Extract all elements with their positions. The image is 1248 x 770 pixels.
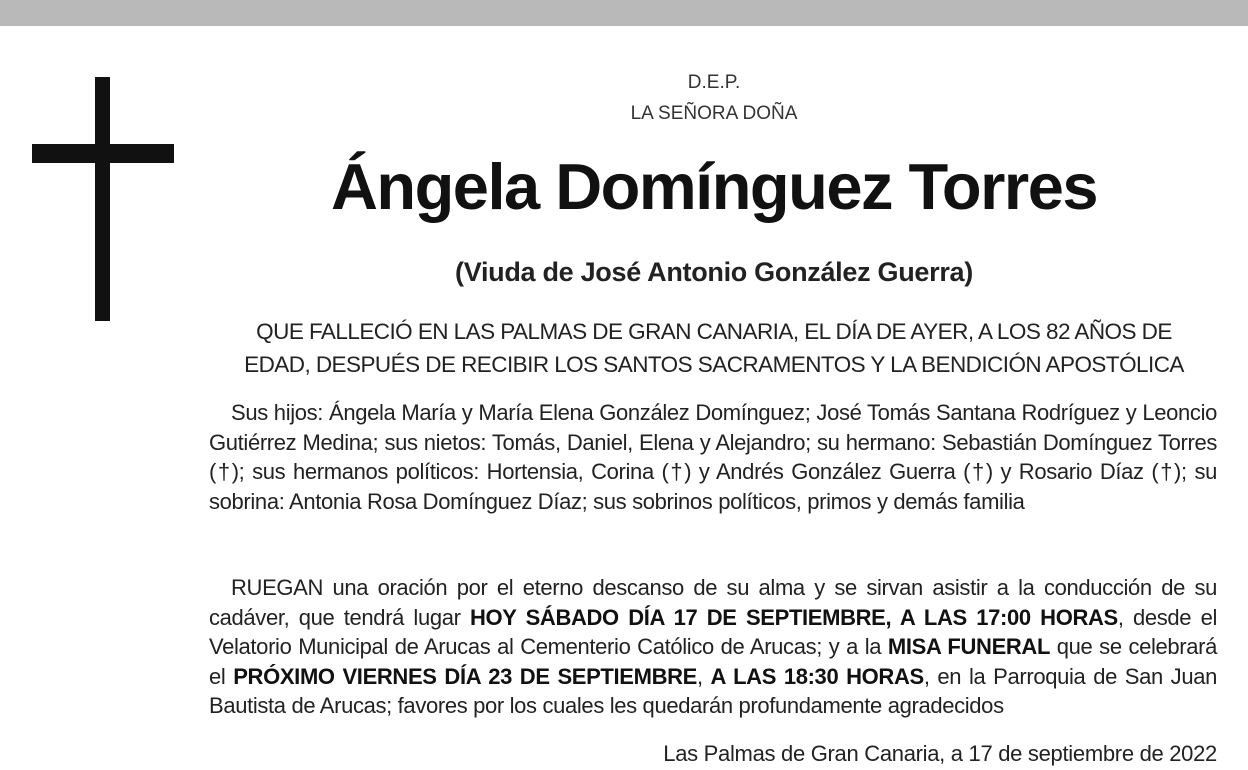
ceremony-text: , en la Parroquia de San Juan Bautista de Arucas; favores por los cuales les quedarán profundamente agradecidos — [209, 663, 1217, 718]
death-announcement-line-1: QUE FALLECIÓ EN LAS PALMAS DE GRAN CANARIA, EL DÍA DE AYER, A LOS 82 AÑOS DE — [256, 319, 1172, 344]
dep-heading: D.E.P. — [687, 72, 741, 93]
ceremony-text: , desde el Velatorio Municipal de Arucas al Cementerio Católico de Arucas; y a la — [209, 604, 1217, 659]
place-date-signoff: Las Palmas de Gran Canaria, a 17 de septiembre de 2022 — [663, 741, 1217, 766]
funeral-mass-label: MISA FUNERAL — [887, 634, 1051, 659]
ceremony-paragraph — [209, 573, 1217, 721]
obituary-notice — [0, 26, 1248, 770]
conduction-datetime: HOY SÁBADO DÍA 17 DE SEPTIEMBRE, A LAS 17:00 HORAS — [469, 604, 1118, 630]
ceremony-text: , — [696, 663, 711, 689]
death-announcement-line-2: EDAD, DESPUÉS DE RECIBIR LOS SANTOS SACRAMENTOS Y LA BENDICIÓN APOSTÓLICA — [244, 352, 1184, 377]
cross-vertical-bar — [95, 77, 110, 321]
honorific: LA SEÑORA DOÑA — [630, 103, 798, 124]
widow-line: (Viuda de José Antonio González Guerra) — [455, 257, 973, 287]
ceremony-text: RUEGAN una oración por el eterno descanso de su alma y se sirvan asistir a la conducción de su cadáver, que tendrá lugar — [209, 575, 1217, 630]
cross-horizontal-bar — [32, 144, 174, 163]
ceremony-text: que se celebrará el — [209, 634, 1218, 689]
deceased-name: Ángela Domínguez Torres — [330, 150, 1098, 223]
mass-time: A LAS 18:30 HORAS — [710, 663, 924, 689]
mass-date: PRÓXIMO VIERNES DÍA 23 DE SEPTIEMBRE — [233, 663, 697, 689]
family-paragraph: Sus hijos: Ángela María y María Elena González Domínguez; José Tomás Santana Rodríguez y Leoncio Gutiérrez Medina; sus nietos: Tomás, Daniel, Elena y Alejandro; su hermano: Sebastián Domínguez Torres (†); sus hermanos políticos: Hortensia, Corina (†) y Andrés González Guerra (†) y Rosario Díaz (†); su sobrina: Antonia Rosa Domínguez Díaz; sus sobrinos políticos, primos y demás familia — [209, 400, 1217, 514]
